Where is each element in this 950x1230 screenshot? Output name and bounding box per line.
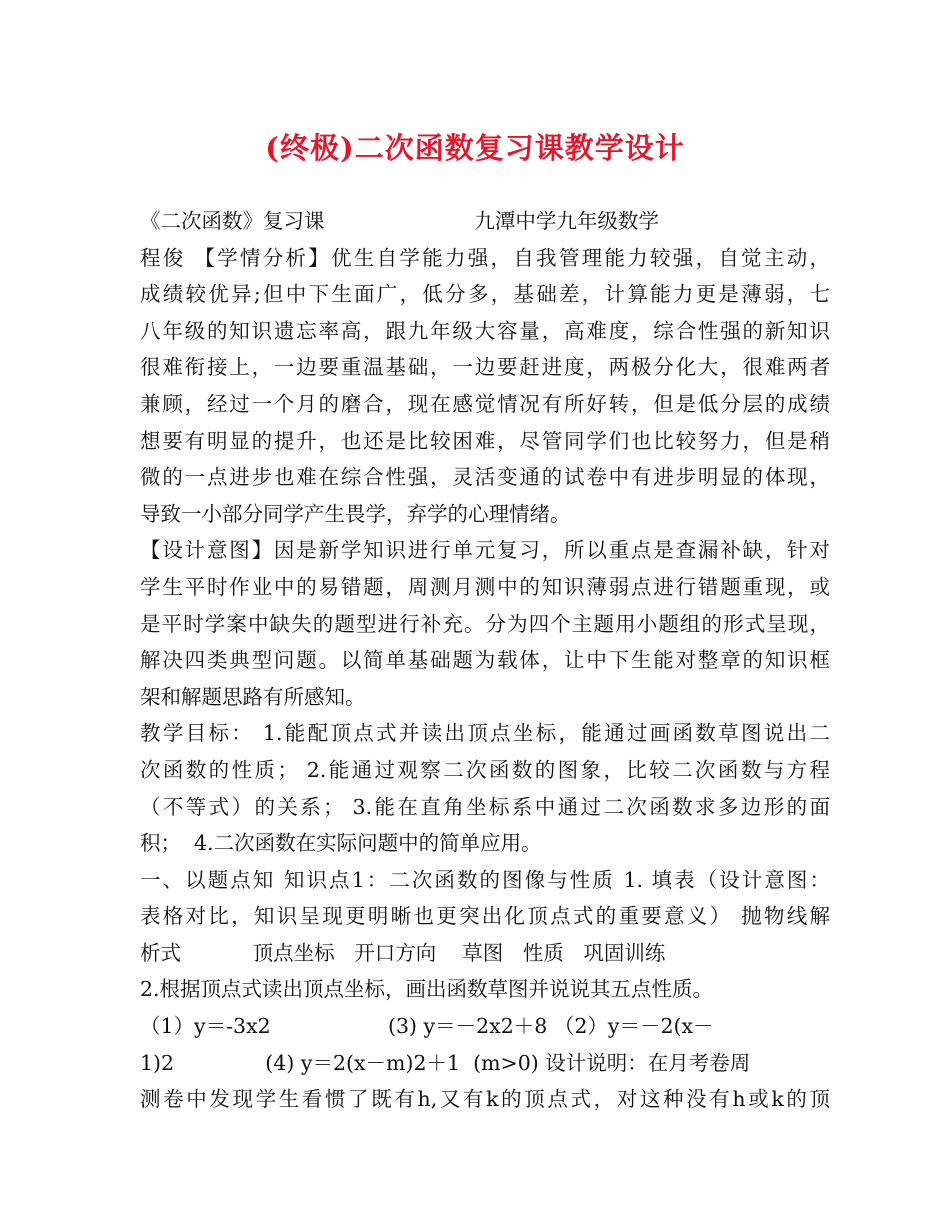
paragraph-line: 架和解题思路有所感知。 xyxy=(140,684,366,709)
paragraph-line: 积； 4.二次函数在实际问题中的简单应用。 xyxy=(140,831,542,856)
paragraph-line: 学生平时作业中的易错题，周测月测中的知识薄弱点进行错题重现，或 xyxy=(140,574,830,599)
paragraph-line: 兼顾，经过一个月的磨合，现在感觉情况有所好转，但是低分层的成绩 xyxy=(140,391,830,416)
document-body xyxy=(140,203,830,1118)
paragraph-line: 测卷中发现学生看惯了既有h,又有k的顶点式，对这种没有h或k的顶 xyxy=(140,1087,830,1112)
formula-line: 1)2 (4) y＝2(x－m)2＋1 (m>0) 设计说明：在月考卷周 xyxy=(140,1050,751,1075)
paragraph-line: 【设计意图】因是新学知识进行单元复习，所以重点是查漏补缺，针对 xyxy=(140,538,830,563)
formula-line: （1）y＝-3x2 (3) y＝－2x2＋8 （2）y＝－2(x－ xyxy=(140,1014,714,1039)
paragraph-line: 很难衔接上，一边要重温基础，一边要赶进度，两极分化大，很难两者 xyxy=(140,355,830,380)
paragraph-line: 一、以题点知 知识点1：二次函数的图像与性质 1. 填表（设计意图： xyxy=(140,867,830,892)
paragraph-line: 表格对比，知识呈现更明晰也更突出化顶点式的重要意义） 抛物线解 xyxy=(140,904,830,929)
paragraph-line: 教学目标： 1.能配顶点式并读出顶点坐标，能通过画函数草图说出二 xyxy=(140,721,830,746)
document-title: (终极)二次函数复习课教学设计 xyxy=(265,131,685,165)
paragraph-line: 是平时学案中缺失的题型进行补充。分为四个主题用小题组的形式呈现， xyxy=(140,611,830,636)
paragraph-line: 2.根据顶点式读出顶点坐标，画出函数草图并说说其五点性质。 xyxy=(140,977,714,1002)
paragraph-line: 次函数的性质； 2.能通过观察二次函数的图象，比较二次函数与方程 xyxy=(140,757,830,782)
paragraph-line: 成绩较优异;但中下生面广，低分多，基础差，计算能力更是薄弱，七 xyxy=(140,282,830,307)
paragraph-line: 解决四类典型问题。以简单基础题为载体，让中下生能对整章的知识框 xyxy=(140,648,830,673)
paragraph-line: 程俊 【学情分析】优生自学能力强，自我管理能力较强，自觉主动， xyxy=(140,245,830,270)
paragraph-line: （不等式）的关系； 3.能在直角坐标系中通过二次函数求多边形的面 xyxy=(140,794,830,819)
header-line: 《二次函数》复习课 九潭中学九年级数学 xyxy=(140,209,659,233)
paragraph-line: 微的一点进步也难在综合性强，灵活变通的试卷中有进步明显的体现， xyxy=(140,465,830,490)
paragraph-line: 导致一小部分同学产生畏学，弃学的心理情绪。 xyxy=(140,501,571,526)
paragraph-line: 八年级的知识遗忘率高，跟九年级大容量，高难度，综合性强的新知识 xyxy=(140,318,830,343)
paragraph-line: 想要有明显的提升，也还是比较困难，尽管同学们也比较努力，但是稍 xyxy=(140,428,830,453)
table-header-line: 析式 顶点坐标 开口方向 草图 性质 巩固训练 xyxy=(140,940,666,965)
